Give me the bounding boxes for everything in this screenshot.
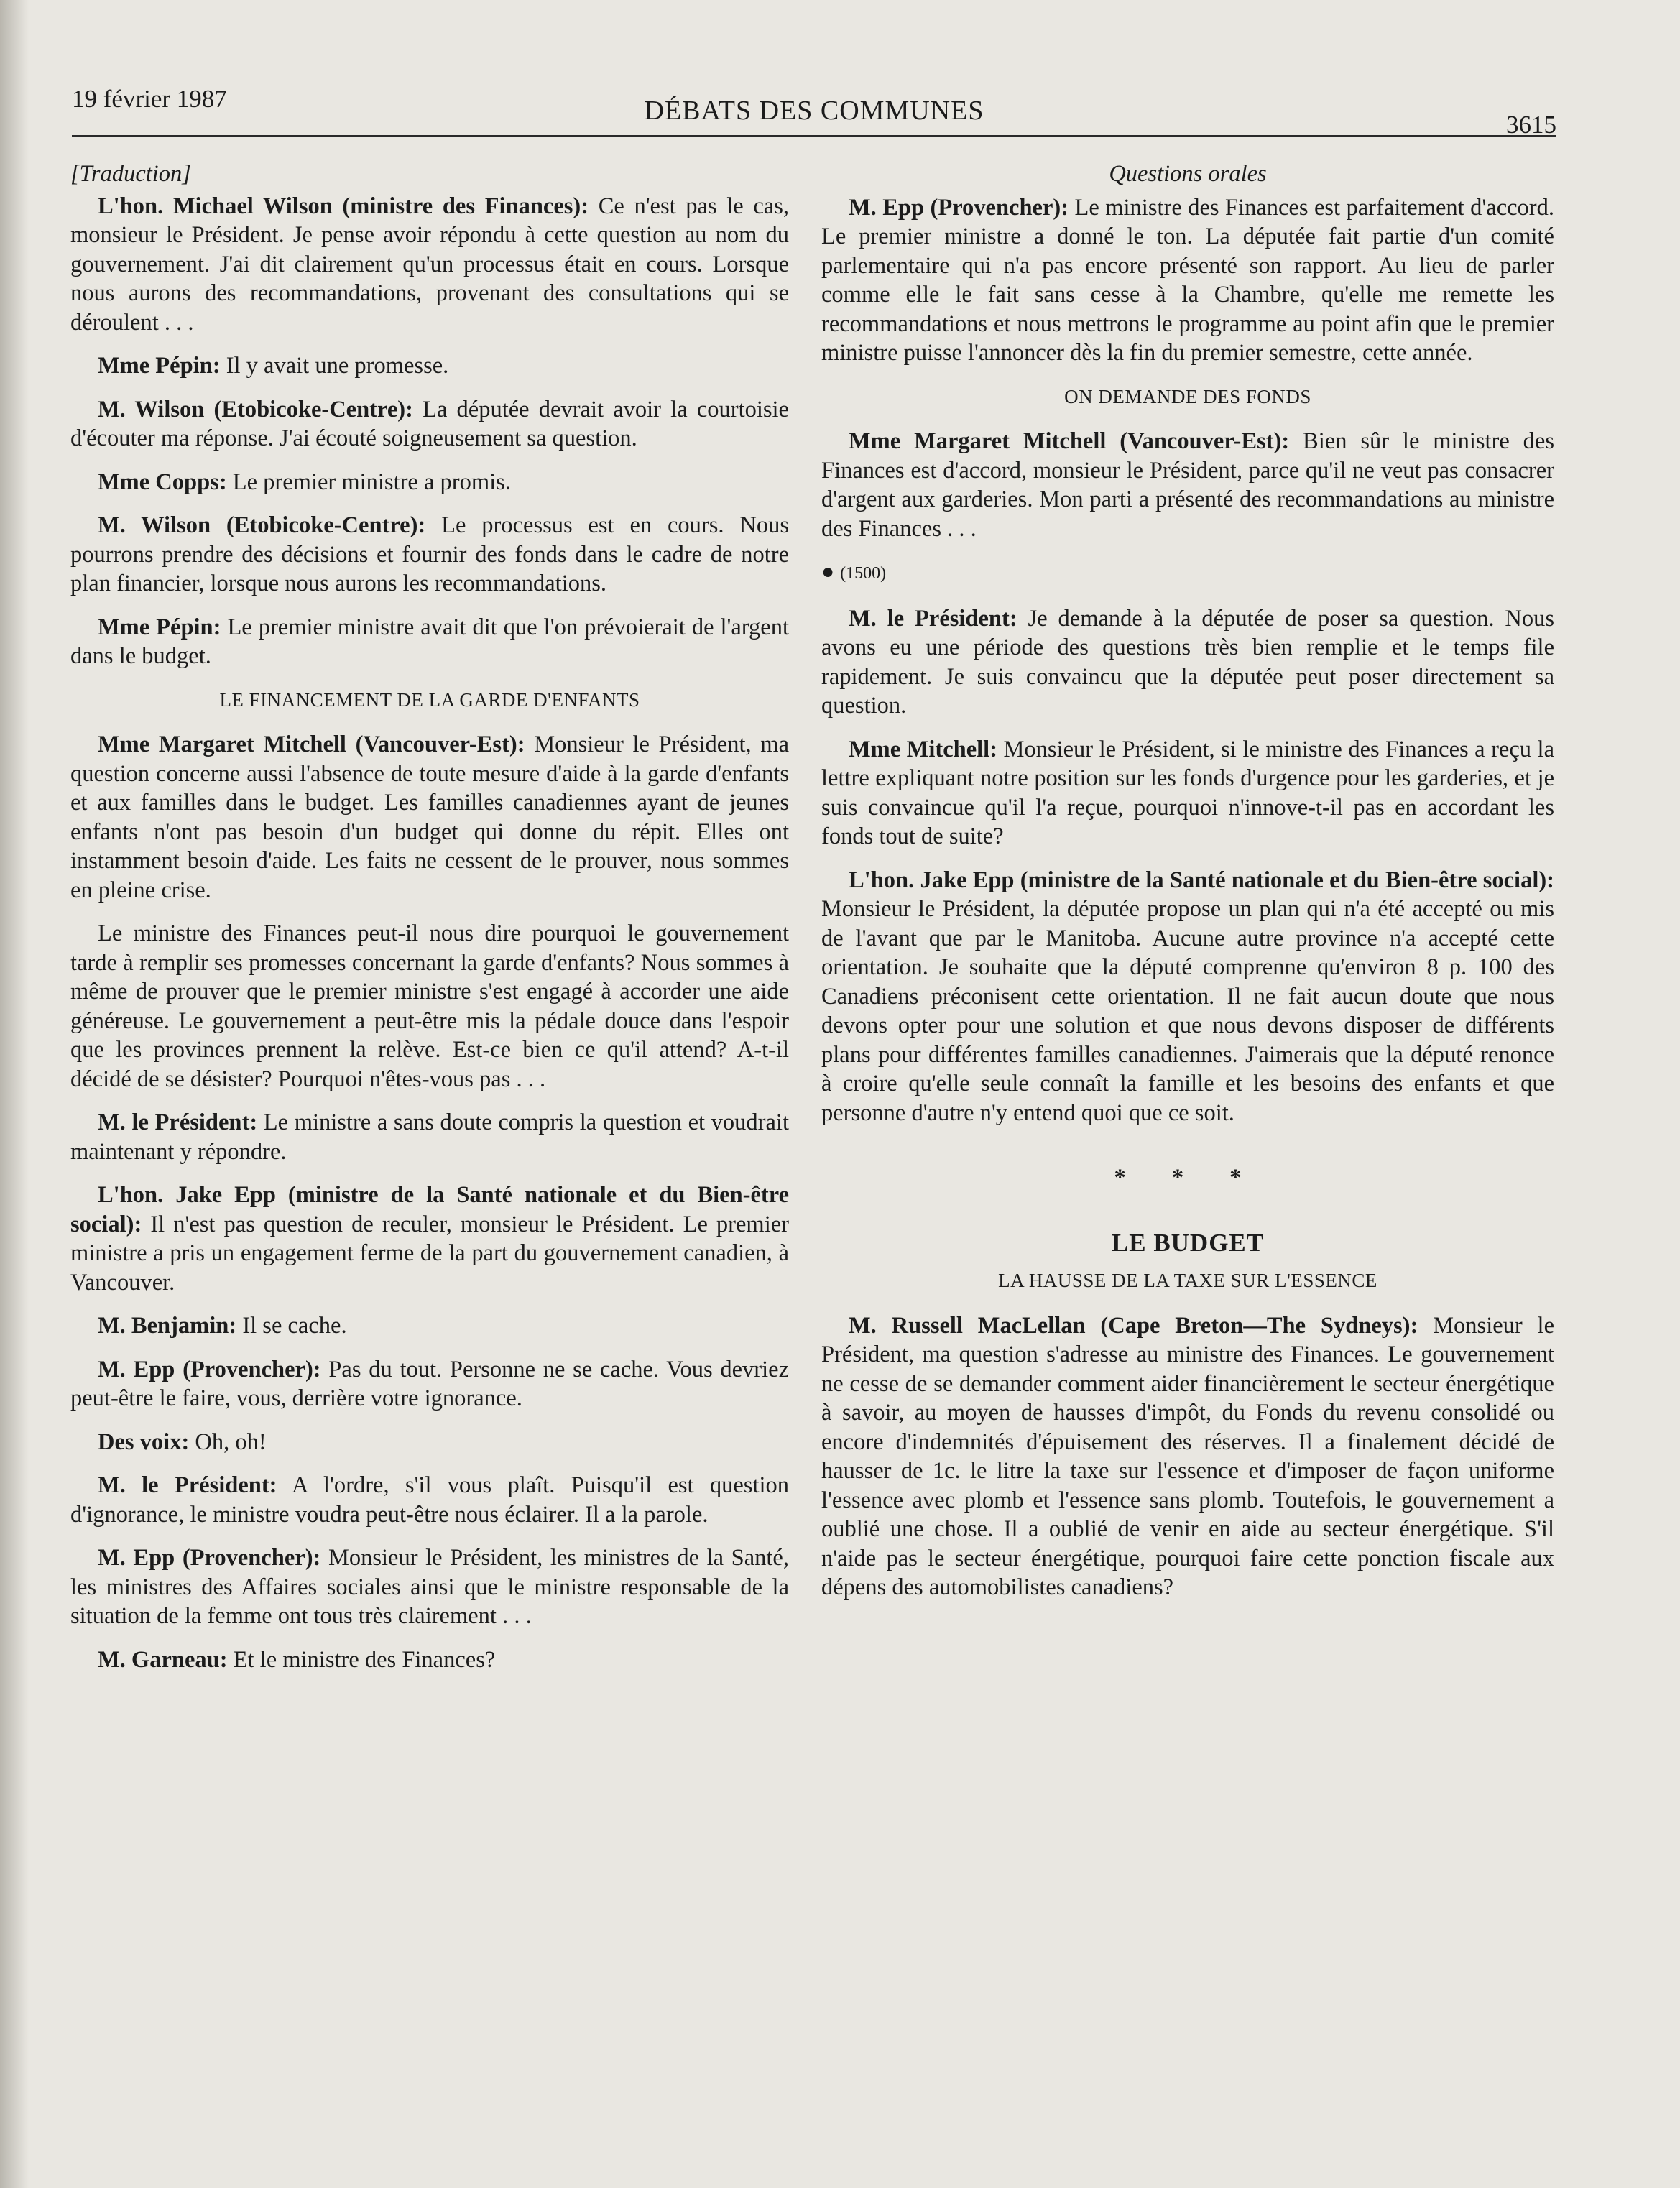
paragraph — [70, 1355, 789, 1413]
speech-text: Et le ministre des Finances? — [227, 1646, 496, 1673]
paragraph — [70, 1181, 789, 1297]
speaker-name: M. le Président: — [849, 605, 1017, 632]
paragraph — [70, 1108, 789, 1166]
right-column — [821, 160, 1554, 1617]
paragraph — [70, 395, 789, 453]
speaker-name: M. Epp (Provencher): — [849, 194, 1069, 221]
speaker-name: M. le Président: — [98, 1472, 277, 1498]
speech-text: Monsieur le Président, ma question concerne aussi l'absence de toute mesure d'aide à la garde d'enfants et aux familles dans le budget. Les familles canadiennes ayant de jeunes enfants n'ont pas besoin d'un budget qui donne du répit. Elles ont instamment besoin d'aide. Les faits ne cessent de le prouver, nous sommes en pleine crise. — [70, 731, 790, 903]
speaker-name: L'hon. Jake Epp (ministre de la Santé nationale et du Bien-être social): — [70, 1182, 789, 1237]
left-column — [70, 160, 789, 1689]
speaker-name: Mme Mitchell: — [849, 736, 998, 762]
speaker-name: L'hon. Michael Wilson (ministre des Finances): — [98, 193, 589, 219]
paragraph — [70, 919, 789, 1094]
speech-text: Monsieur le Président, la députée propose un plan qui n'a été accepté ou mis de l'avant que par le Manitoba. Aucune autre province n'a accepté cette orientation. Je souhaite que la député comprenne qu'environ 8 p. 100 des Canadiens préconisent cette orientation. Il ne fait aucun doute que nous devons opter pour une solution et que nous devons disposer de différents plans pour différentes familles canadiennes. J'aimerais que la député renonce à croire qu'elle seule connaît la famille et les besoins des enfants et que personne d'autre n'y entend quoi que ce soit. — [821, 896, 1554, 1126]
speech-text: A l'ordre, s'il vous plaît. Puisqu'il est question d'ignorance, le ministre voudra peut-être nous éclairer. Il a la parole. — [70, 1472, 790, 1528]
speech-text: Ce n'est pas le cas, monsieur le Président. Je pense avoir répondu à cette question au nom du gouvernement. J'ai dit clairement qu'un processus était en cours. Lorsque nous aurons des recommandations, provenant des consultations qui se déroulent . . . — [70, 193, 789, 336]
time-marker — [821, 558, 1554, 588]
speech-text: Je demande à la députée de poser sa question. Nous avons eu une période des questions très bien remplie et le temps file rapidement. Je suis convaincu que la députée peut poser directement sa question. — [821, 605, 1554, 719]
paragraph — [821, 735, 1554, 851]
speech-text: Il y avait une promesse. — [220, 353, 449, 379]
speaker-name: M. Garneau: — [98, 1646, 228, 1673]
subheading: LA HAUSSE DE LA TAXE SUR L'ESSENCE — [998, 1270, 1377, 1291]
speaker-name: M. Benjamin: — [98, 1313, 237, 1339]
speech-text: Monsieur le Président, les ministres de la Santé, les ministres des Affaires sociales ainsi que le ministre responsable de la situation de la femme ont tous très clairement . . . — [70, 1545, 789, 1629]
speaker-name: M. Epp (Provencher): — [98, 1545, 321, 1571]
speech-text: Le ministre des Finances est parfaitement d'accord. Le premier ministre a donné le ton. La députée fait partie d'un comité parlementaire qui n'a pas encore présenté son rapport. Au lieu de parler comme elle le fait sans cesse à la Chambre, qu'elle me remette les recommandations et nous mettrons le programme au point afin que le premier ministre puisse l'annoncer dès la fin du premier semestre, cette année. — [821, 194, 1554, 366]
speaker-name: Mme Margaret Mitchell (Vancouver-Est): — [849, 428, 1290, 454]
speech-text: Il n'est pas question de reculer, monsieur le Président. Le premier ministre a pris un engagement ferme de la part du gouvernement canadien, à Vancouver. — [70, 1211, 789, 1296]
page-binding-shadow — [0, 0, 29, 2188]
speech-text: Le premier ministre a promis. — [226, 468, 511, 495]
paragraph — [70, 468, 789, 497]
paragraph — [70, 192, 789, 338]
header-title: DÉBATS DES COMMUNES — [644, 96, 984, 126]
page-number: 3615 — [1506, 111, 1556, 139]
time-stamp: (1500) — [840, 564, 887, 583]
paragraph — [821, 1311, 1554, 1602]
speaker-name: Mme Pépin: — [98, 614, 221, 640]
paragraph — [70, 1543, 789, 1631]
speaker-name: Mme Pépin: — [98, 353, 221, 379]
speaker-name: Mme Margaret Mitchell (Vancouver-Est): — [98, 731, 525, 757]
speaker-name: M. Russell MacLellan (Cape Breton—The Sydneys): — [849, 1312, 1418, 1339]
speech-text: Monsieur le Président, ma question s'adresse au ministre des Finances. Le gouvernement ne cesse de se demander comment aider financièrement le secteur énergétique à savoir, au moyen de hausses d'impôt, du Fonds du revenu consolidé ou encore d'indemnités d'épuisement des réserves. Il a finalement décidé de hausser de 1c. le litre la taxe sur l'essence et d'imposer de façon uniforme l'essence avec plomb et l'essence sans plomb. Toutefois, le gouvernement a oublié une chose. Il a oublié de venir en aide au secteur énergétique. S'il n'aide pas le secteur énergétique, pourquoi faire cette ponction fiscale aux dépens des automobilistes canadiens? — [821, 1312, 1554, 1600]
paragraph — [70, 1311, 789, 1341]
subheading: ON DEMANDE DES FONDS — [1064, 385, 1311, 407]
section-label: Questions orales — [1109, 161, 1267, 187]
paragraph — [70, 1471, 789, 1529]
speaker-name: M. Wilson (Etobicoke-Centre): — [98, 512, 426, 538]
speaker-name: M. Wilson (Etobicoke-Centre): — [98, 396, 413, 423]
bullet-icon: ● — [821, 560, 835, 583]
speaker-name: M. le Président: — [98, 1109, 258, 1135]
speaker-name: Des voix: — [98, 1428, 190, 1455]
paragraph — [821, 866, 1554, 1128]
paragraph — [821, 193, 1554, 368]
header-date: 19 février 1987 — [72, 85, 227, 113]
paragraph — [821, 604, 1554, 721]
paragraph — [70, 613, 789, 671]
paragraph — [70, 511, 789, 599]
translation-tag: [Traduction] — [70, 161, 191, 187]
speech-text: Bien sûr le ministre des Finances est d'accord, monsieur le Président, parce qu'il ne veut pas consacrer d'argent aux garderies. Mon parti a présenté des recommandations au ministre des Finances . . . — [821, 428, 1554, 542]
paragraph — [70, 730, 789, 905]
speech-text: Le ministre a sans doute compris la question et voudrait maintenant y répondre. — [70, 1109, 789, 1165]
speaker-name: M. Epp (Provencher): — [98, 1356, 321, 1382]
paragraph — [70, 1428, 789, 1457]
speaker-name: Mme Copps: — [98, 468, 227, 495]
speech-text: Oh, oh! — [189, 1428, 267, 1455]
speech-text: Pas du tout. Personne ne se cache. Vous devriez peut-être le faire, vous, derrière votre ignorance. — [70, 1356, 789, 1411]
speech-text: Le premier ministre avait dit que l'on prévoierait de l'argent dans le budget. — [70, 614, 789, 669]
section-heading: LE BUDGET — [1111, 1228, 1265, 1257]
subheading: LE FINANCEMENT DE LA GARDE D'ENFANTS — [219, 688, 640, 711]
speech-text: Le ministre des Finances peut-il nous dire pourquoi le gouvernement tarde à remplir ses promesses concernant la garde d'enfants? Nous sommes à même de prouver que le premier ministre s'est engagé à accorder une aide généreuse. Le gouvernement a peut-être mis la pédale douce dans l'espoir que les provinces prennent la relève. Est-ce bien ce qu'il attend? A-t-il décidé de se désister? Pourquoi n'êtes-vous pas . . . — [70, 920, 789, 1092]
paragraph — [821, 427, 1554, 543]
speech-text: Le processus est en cours. Nous pourrons prendre des décisions et fournir des fonds dans le cadre de notre plan financier, lorsque nous aurons les recommandations. — [70, 512, 789, 596]
page-header — [72, 85, 1556, 137]
speech-text: Il se cache. — [236, 1313, 347, 1339]
speaker-name: L'hon. Jake Epp (ministre de la Santé nationale et du Bien-être social): — [849, 867, 1554, 893]
section-separator: * * * — [1114, 1165, 1262, 1191]
speech-text: Monsieur le Président, si le ministre des Finances a reçu la lettre expliquant notre position sur les fonds d'urgence pour les garderies, et je suis convaincue qu'il l'a reçue, pourquoi n'innove-t-il pas en accordant les fonds tout de suite? — [821, 736, 1554, 849]
paragraph — [70, 351, 789, 381]
speech-text: La députée devrait avoir la courtoisie d'écouter ma réponse. J'ai écouté soigneusement sa question. — [70, 396, 789, 451]
paragraph — [70, 1645, 789, 1675]
